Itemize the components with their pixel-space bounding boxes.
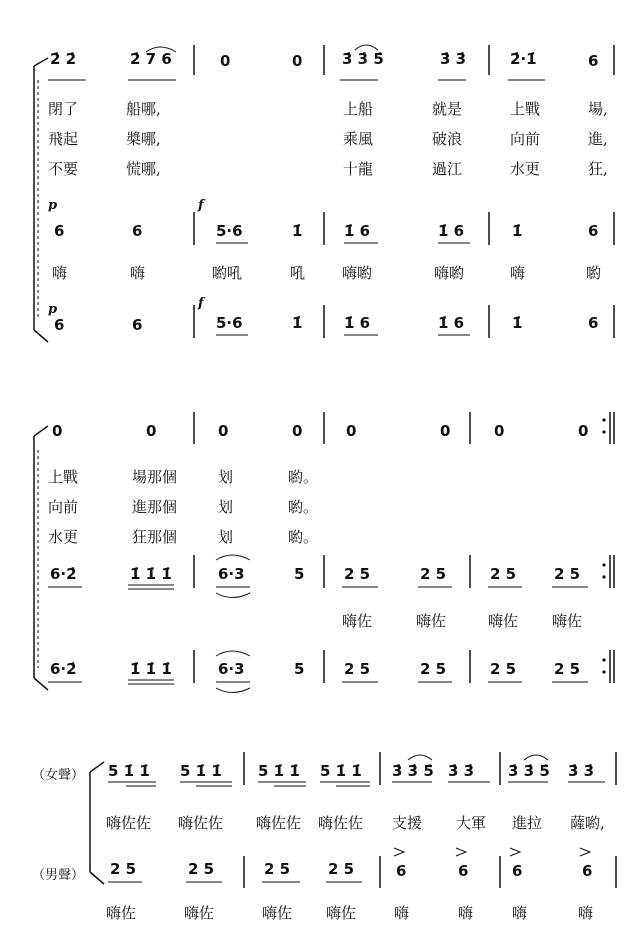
lyric: 嗨佐佐 — [256, 814, 302, 832]
lyric: 大軍 — [456, 814, 487, 832]
system2-brace-bottom — [34, 678, 48, 690]
lyric: 槳哪, — [126, 130, 161, 148]
lyric: 嗨 — [394, 904, 410, 922]
note: 6·3 — [218, 660, 245, 678]
lyric: 嗨佐佐 — [318, 814, 364, 832]
note: 1̇ 6 — [438, 222, 465, 240]
note: 2 5 — [110, 860, 137, 878]
lyric: 飛起 — [48, 130, 79, 148]
rest: 0 — [292, 52, 303, 70]
lyric: 嗨佐 — [416, 612, 447, 630]
lyric: 嗨佐 — [262, 904, 293, 922]
note: 3̇ 3̇ 5̇ — [392, 762, 434, 780]
accent-mark — [510, 848, 520, 856]
rest: 0 — [494, 422, 505, 440]
lyric: 上船 — [343, 100, 374, 118]
lyric: 狂, — [588, 160, 608, 178]
lyric: 嗨佐 — [326, 904, 357, 922]
lyric: 乘風 — [343, 130, 374, 148]
lyric: 嗨 — [512, 904, 528, 922]
system1-brace-top — [34, 58, 48, 66]
lyric: 進, — [588, 130, 608, 148]
note: 6 — [588, 314, 599, 332]
note: 2 5 — [188, 860, 215, 878]
repeat-dot — [602, 670, 605, 673]
lyric: 嗨佐佐 — [178, 814, 224, 832]
note: 6 — [588, 222, 599, 240]
lyric: 嗨佐 — [106, 904, 137, 922]
system2-brace-top — [34, 426, 48, 436]
note: 2 5 — [264, 860, 291, 878]
voice-label-male: （男聲） — [32, 868, 85, 883]
note: 1̇ 6 — [438, 314, 465, 332]
lyric: 嗨 — [458, 904, 474, 922]
note: 1̇ 1̇ 1̇ — [130, 660, 172, 678]
rest: 0 — [346, 422, 357, 440]
lyric: 狂那個 — [132, 528, 178, 546]
lyric: 十龍 — [343, 160, 374, 178]
lyric: 過江 — [432, 160, 463, 178]
lyric: 喲 — [586, 264, 602, 282]
slur — [216, 688, 250, 693]
lyric: 就是 — [432, 100, 463, 118]
note: 5 1̇ 1̇ — [258, 762, 300, 780]
repeat-dot — [602, 418, 605, 421]
lyric: 慌哪, — [126, 160, 161, 178]
note: 2̇ 2̇ — [50, 50, 77, 68]
lyric: 嗨佐 — [488, 612, 519, 630]
dynamic-p: p — [48, 198, 58, 213]
lyric: 場, — [588, 100, 608, 118]
rest: 0 — [218, 422, 229, 440]
note: 5 — [294, 660, 305, 678]
lyric: 划 — [218, 468, 234, 486]
lyric: 嗨 — [510, 264, 526, 282]
note: 5 1̇ 1̇ — [108, 762, 150, 780]
lyric: 喲。 — [288, 468, 319, 486]
lyric: 破浪 — [432, 130, 463, 148]
note: 3̇ 3̇ 5̇ — [508, 762, 550, 780]
note: 6 — [54, 222, 65, 240]
rest: 0 — [578, 422, 589, 440]
lyric: 支援 — [392, 814, 423, 832]
note: 1̇ 6 — [344, 222, 371, 240]
lyric: 嗨佐 — [184, 904, 215, 922]
note: 2̇·1̇ — [510, 50, 537, 68]
note: 2 5 — [490, 565, 517, 583]
lyric: 薩喲, — [570, 814, 605, 832]
note: 1̇ — [292, 314, 303, 332]
lyric: 喲。 — [288, 498, 319, 516]
lyric: 進拉 — [512, 814, 543, 832]
lyric: 喲吼 — [212, 264, 243, 282]
system1-brace-bottom — [34, 330, 48, 342]
note: 6·2̇ — [50, 660, 77, 678]
slur — [408, 755, 432, 760]
note: 2 5 — [328, 860, 355, 878]
slur — [216, 651, 250, 656]
note: 6 — [54, 316, 65, 334]
note: 6·2̇ — [50, 565, 77, 583]
note: 2 5 — [554, 660, 581, 678]
note: 2 5 — [420, 660, 447, 678]
lyric: 向前 — [48, 498, 79, 516]
note: 1̇ — [512, 222, 523, 240]
lyric: 嗨佐 — [342, 612, 373, 630]
slur — [524, 755, 548, 760]
dynamic-p: p — [48, 302, 58, 317]
lyric: 嗨 — [52, 264, 68, 282]
lyric: 嗨 — [130, 264, 146, 282]
note: 1̇ — [292, 222, 303, 240]
rest: 0 — [292, 422, 303, 440]
lyric: 划 — [218, 498, 234, 516]
note: 5·6 — [216, 222, 243, 240]
lyric: 閉了 — [48, 100, 79, 118]
note: 5·6 — [216, 314, 243, 332]
lyric: 水更 — [510, 160, 541, 178]
rest: 0 — [440, 422, 451, 440]
repeat-dot — [602, 563, 605, 566]
note: 6 — [132, 316, 143, 334]
note: 6 — [588, 52, 599, 70]
lyric: 嗨 — [578, 904, 594, 922]
note: 2 5 — [344, 660, 371, 678]
note: 1̇ 6 — [344, 314, 371, 332]
lyric: 場那個 — [132, 468, 178, 486]
note: 3̇ 3̇ — [440, 50, 467, 68]
lyric: 嗨佐佐 — [106, 814, 152, 832]
note: 2 5 — [420, 565, 447, 583]
note: 2 5 — [344, 565, 371, 583]
lyric: 吼 — [290, 264, 306, 282]
dynamic-f: f — [198, 296, 204, 311]
note: 6 — [458, 862, 469, 880]
system3-brace-bottom — [90, 872, 104, 884]
note: 2̇ 7 6 — [130, 50, 172, 68]
note: 5 1̇ 1̇ — [180, 762, 222, 780]
voice-label-female: （女聲） — [32, 768, 85, 783]
note: 1̇ 1̇ 1̇ — [130, 565, 172, 583]
note: 2 5 — [554, 565, 581, 583]
note: 2 5 — [490, 660, 517, 678]
lyric: 喲。 — [288, 528, 319, 546]
system3-brace-top — [90, 762, 104, 772]
lyric: 不要 — [48, 160, 79, 178]
lyric: 上戰 — [48, 468, 79, 486]
repeat-dot — [602, 430, 605, 433]
repeat-dot — [602, 658, 605, 661]
note: 5 1̇ 1̇ — [320, 762, 362, 780]
repeat-dot — [602, 575, 605, 578]
lyric: 划 — [218, 528, 234, 546]
lyric: 嗨喲 — [342, 264, 373, 282]
note: 5 — [294, 565, 305, 583]
lyric: 嗨喲 — [434, 264, 465, 282]
lyric: 進那個 — [132, 498, 178, 516]
rest: 0 — [220, 52, 231, 70]
lyric: 船哪, — [126, 100, 161, 118]
note: 6 — [132, 222, 143, 240]
slur — [216, 593, 250, 598]
note: 6 — [396, 862, 407, 880]
lyric: 向前 — [510, 130, 541, 148]
dynamic-f: f — [198, 198, 204, 213]
note: 3̇ 3̇ — [448, 762, 475, 780]
note: 6 — [582, 862, 593, 880]
lyric: 上戰 — [510, 100, 541, 118]
note: 3̇ 3̇ 5̇ — [342, 50, 384, 68]
note: 3̇ 3̇ — [568, 762, 595, 780]
accent-mark — [394, 848, 404, 856]
rest: 0 — [146, 422, 157, 440]
accent-mark — [580, 848, 590, 856]
rest: 0 — [52, 422, 63, 440]
slur — [216, 555, 250, 560]
note: 6 — [512, 862, 523, 880]
lyric: 水更 — [48, 528, 79, 546]
lyric: 嗨佐 — [552, 612, 583, 630]
note: 6·3 — [218, 565, 245, 583]
accent-mark — [456, 848, 466, 856]
note: 1̇ — [512, 314, 523, 332]
